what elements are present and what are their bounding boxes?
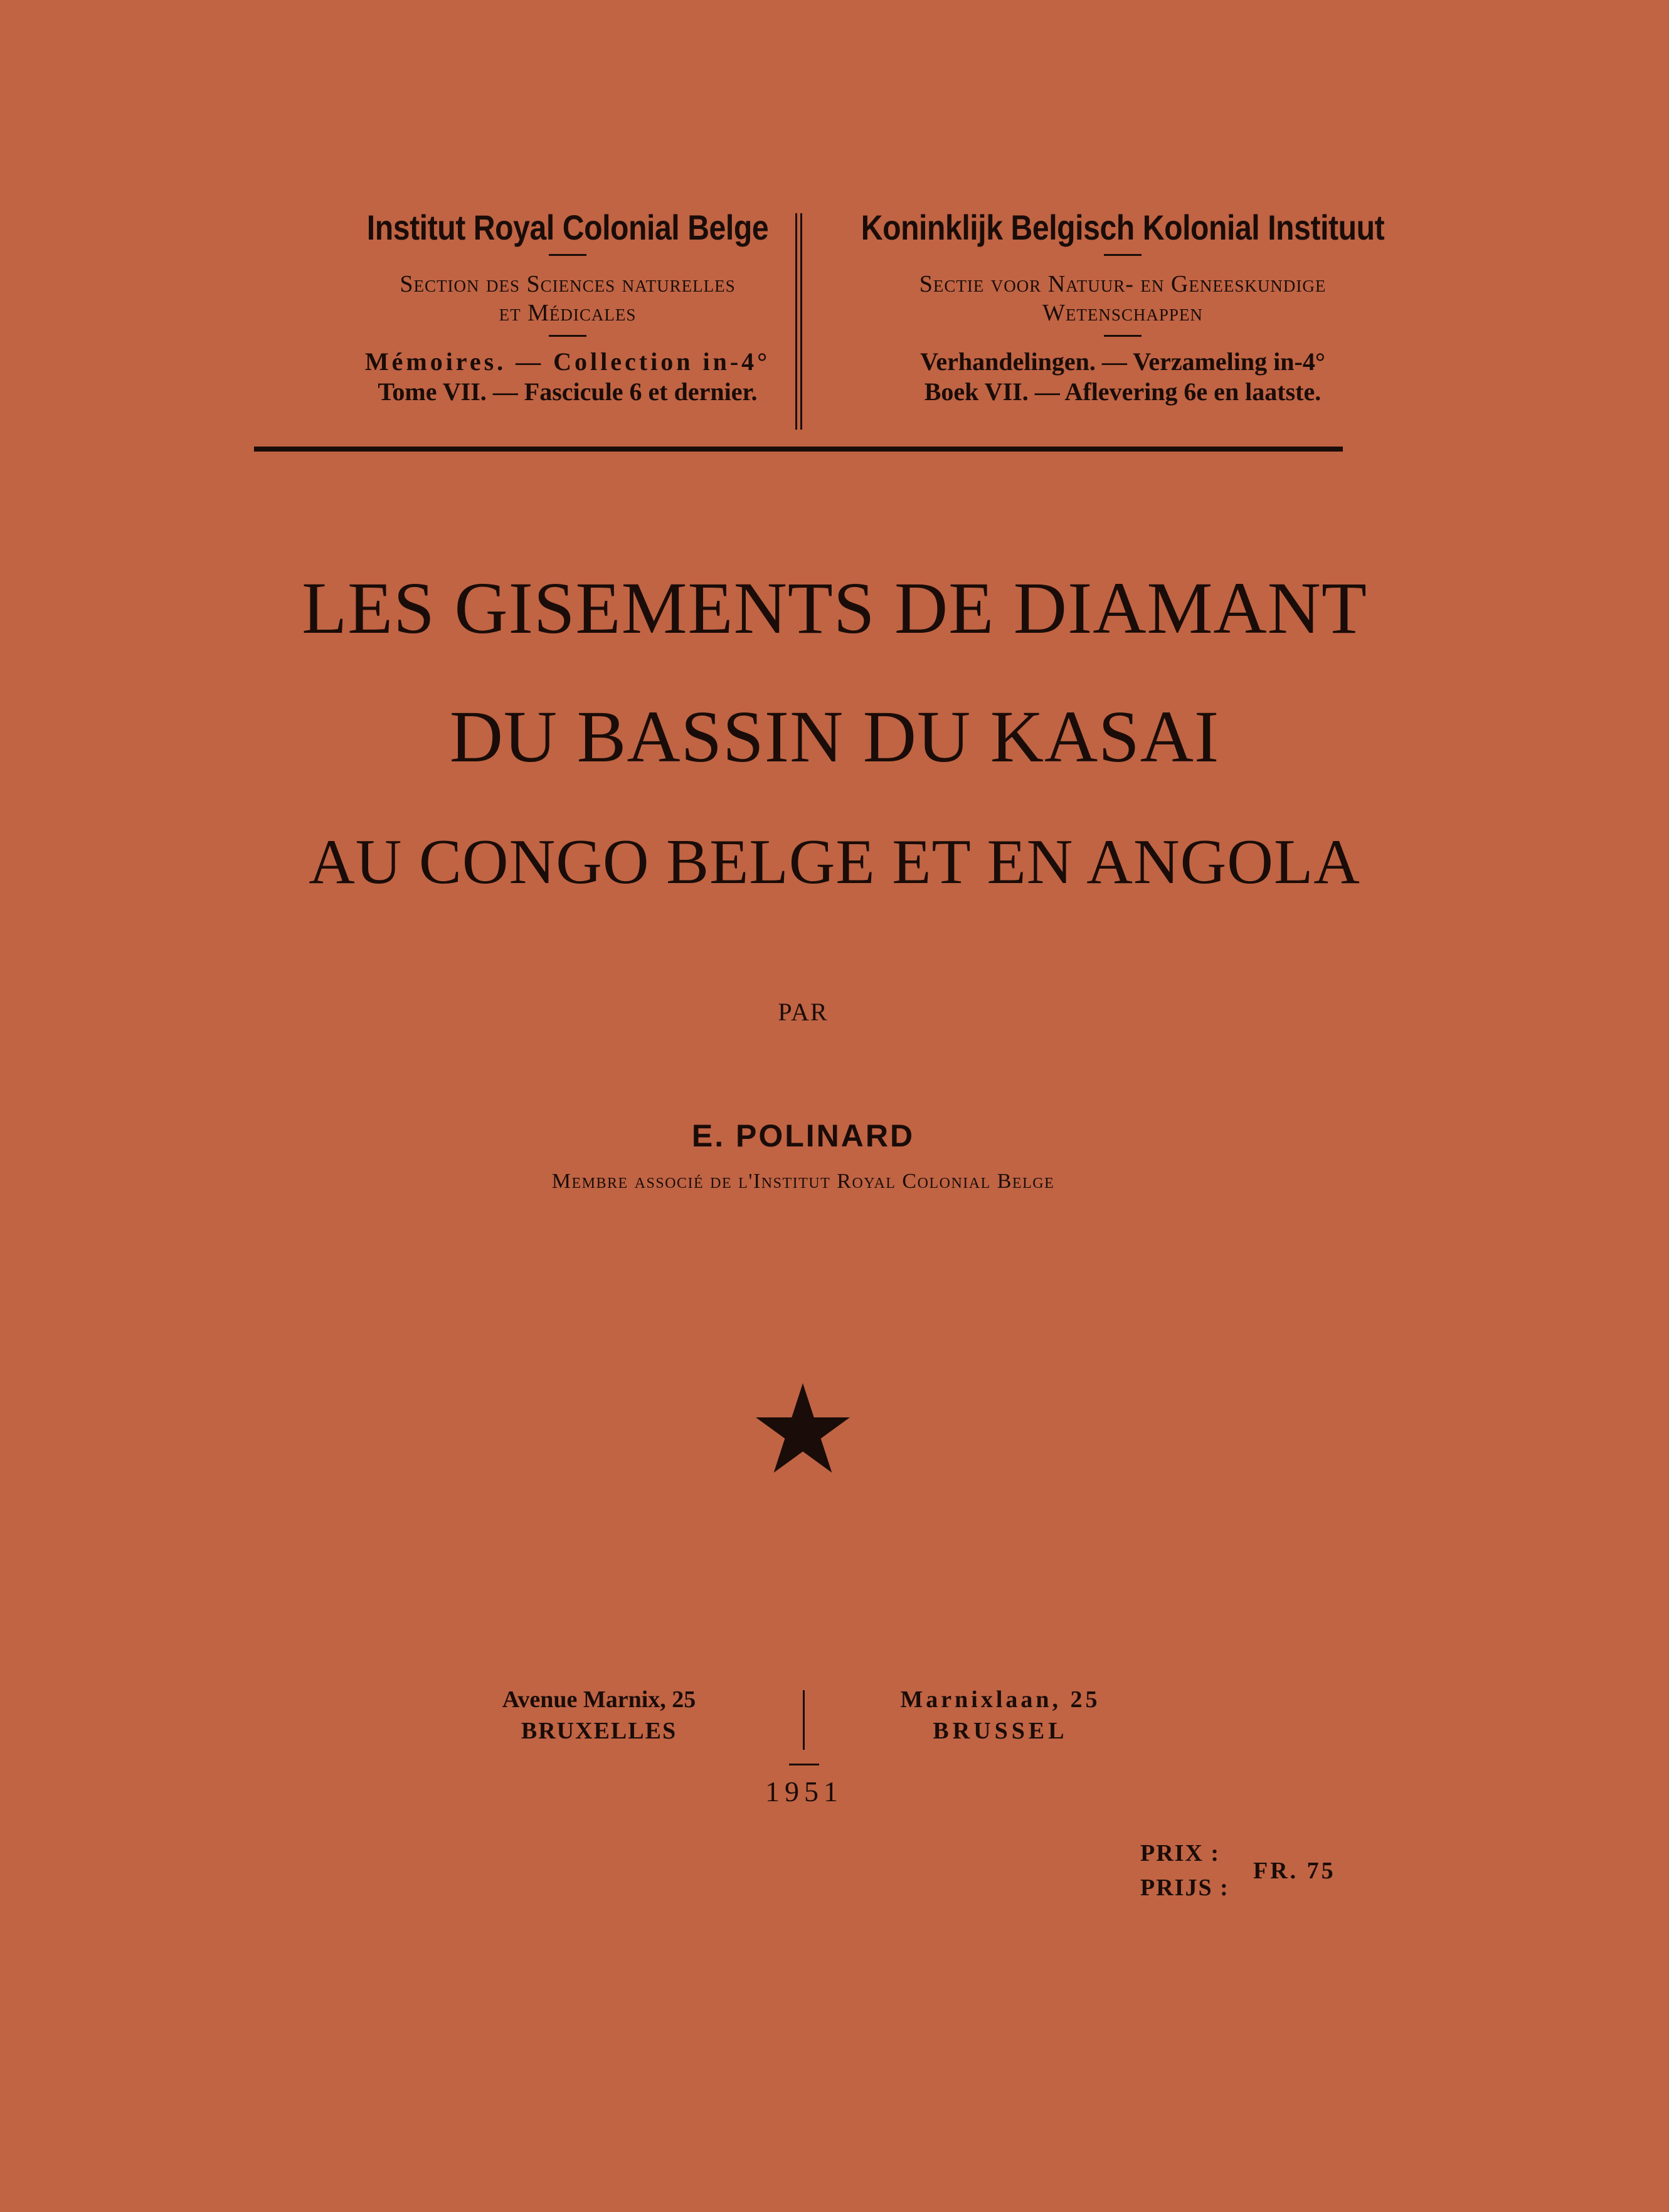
title-line-3: AU CONGO BELGE ET EN ANGOLA [309, 827, 1360, 897]
address-city-fr: BRUXELLES [521, 1718, 677, 1744]
price-label-fr: PRIX : [1140, 1840, 1221, 1866]
divider-dash [1104, 254, 1142, 256]
author-affiliation: Membre associé de l'Institut Royal Colonial Belge [551, 1170, 1055, 1193]
header-rule [254, 447, 1343, 452]
author-name: E. POLINARD [691, 1118, 915, 1153]
collection-nl: Verhandelingen. — Verzameling in-4° [920, 347, 1325, 376]
title-line-1: LES GISEMENTS DE DIAMANT [302, 567, 1367, 649]
header-left [251, 207, 884, 407]
header-right [809, 207, 1436, 407]
volume-nl: Boek VII. — Aflevering 6e en laatste. [924, 378, 1322, 406]
section-name-nl-line2: Wetenschappen [1042, 300, 1203, 326]
volume-fr: Tome VII. — Fascicule 6 et dernier. [378, 378, 758, 406]
header-separator [795, 213, 797, 430]
section-name-nl-line1: Sectie voor Natuur- en Geneeskundige [919, 271, 1327, 297]
divider-dash [549, 254, 586, 256]
by-label: PAR [778, 998, 829, 1026]
address-city-nl: BRUSSEL [933, 1718, 1068, 1744]
divider-dash [1104, 335, 1142, 337]
section-name-fr-line2: et Médicales [499, 300, 637, 326]
publication-year: 1951 [765, 1775, 843, 1807]
address-street-fr: Avenue Marnix, 25 [502, 1686, 696, 1713]
price-block [1140, 1838, 1404, 1907]
institute-name-nl: Koninklijk Belgisch Kolonial Instituut [861, 208, 1385, 247]
price-label-nl: PRIJS : [1140, 1875, 1229, 1901]
year-dash [789, 1764, 819, 1765]
price-value: FR. 75 [1253, 1858, 1336, 1884]
collection-fr: Mémoires. — Collection in-4° [364, 347, 771, 376]
section-name-fr-line1: Section des Sciences naturelles [400, 271, 736, 297]
address-right [866, 1684, 1135, 1747]
address-left [464, 1684, 734, 1747]
divider-dash [549, 335, 586, 337]
address-separator [803, 1690, 805, 1750]
address-street-nl: Marnixlaan, 25 [900, 1686, 1101, 1713]
institute-name-fr: Institut Royal Colonial Belge [366, 208, 769, 247]
header-separator [800, 213, 802, 430]
star-icon [756, 1383, 850, 1474]
title-line-2: DU BASSIN DU KASAI [449, 696, 1220, 778]
